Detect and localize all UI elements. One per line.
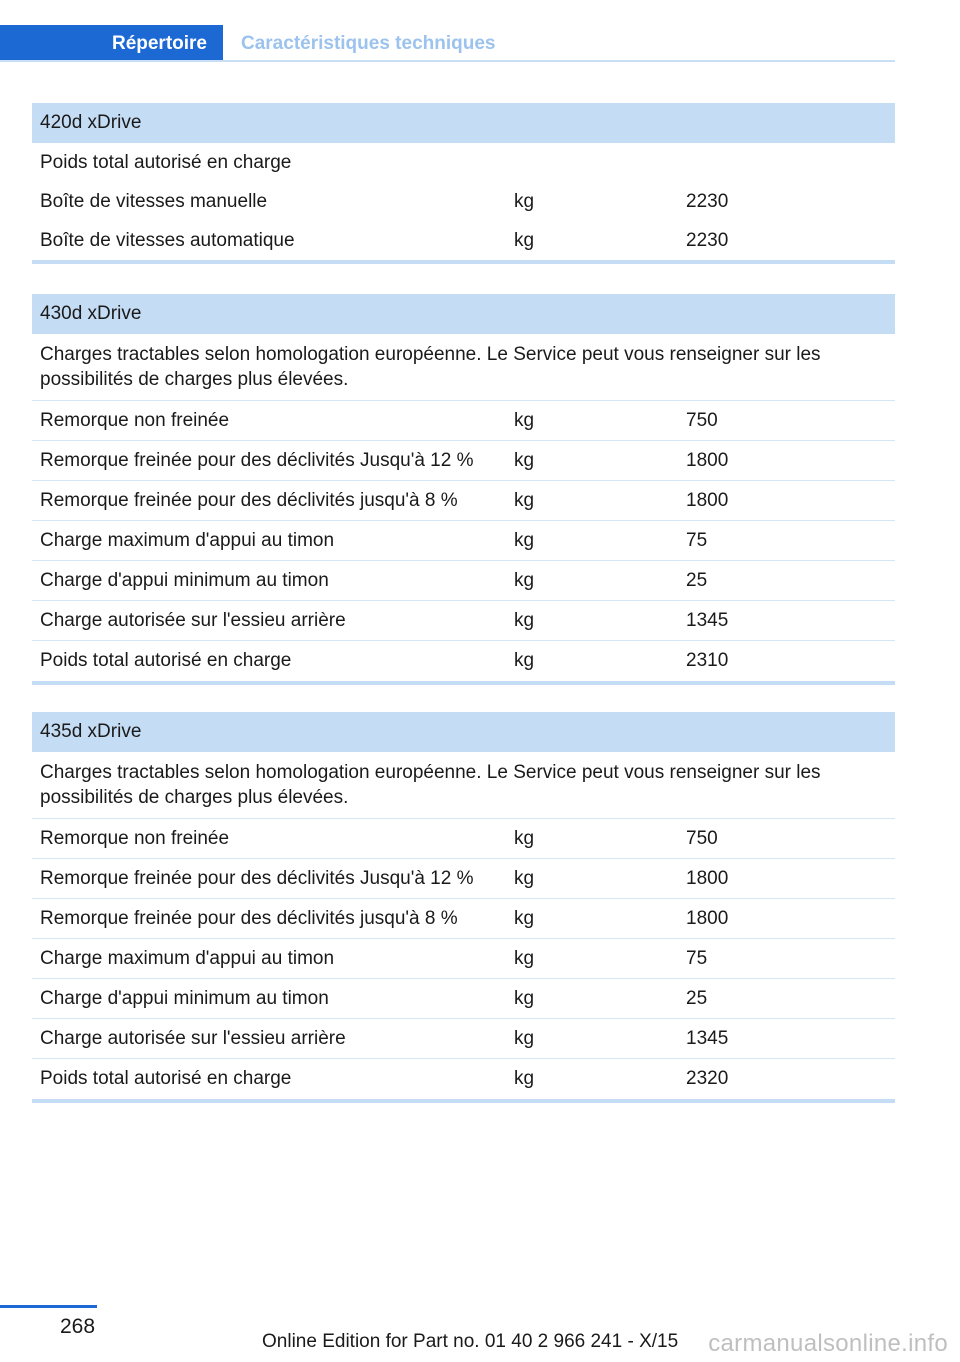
row-label: Charge d'appui minimum au timon	[40, 987, 329, 1009]
row-label: Poids total autorisé en charge	[40, 1068, 292, 1089]
row-unit: kg	[514, 650, 535, 671]
row-value: 2230	[686, 190, 729, 212]
table-435d-xdrive	[32, 712, 895, 1103]
table-row	[32, 601, 895, 641]
table-bottom-rule	[32, 681, 895, 685]
page-number-rule	[0, 1305, 97, 1308]
row-value: 1800	[686, 867, 729, 889]
row-unit: kg	[514, 569, 535, 591]
row-value: 1345	[686, 609, 729, 631]
table-note: Charges tractables selon homologation européenne. Le Service peut vous renseigner sur les possibilités de charges plus élevées.	[32, 752, 895, 819]
row-label: Remorque freinée pour des déclivités jusqu'à 8 %	[40, 907, 458, 929]
row-unit: kg	[514, 190, 535, 212]
row-unit: kg	[514, 1068, 535, 1089]
table-row	[32, 979, 895, 1019]
table-row	[32, 182, 895, 221]
table-row	[32, 441, 895, 481]
row-unit: kg	[514, 489, 535, 511]
row-value: 2320	[686, 1068, 729, 1089]
header-divider	[0, 60, 895, 62]
row-label: Remorque freinée pour des déclivités Jusqu'à 12 %	[40, 449, 474, 471]
row-label: Boîte de vitesses automatique	[40, 229, 295, 251]
table-430d-xdrive	[32, 294, 895, 685]
row-value: 750	[686, 827, 718, 849]
row-label: Remorque non freinée	[40, 827, 230, 849]
row-label: Boîte de vitesses manuelle	[40, 190, 268, 212]
row-unit: kg	[514, 529, 535, 551]
table-row	[32, 819, 895, 859]
row-unit: kg	[514, 907, 535, 929]
table-row	[32, 1019, 895, 1059]
row-unit: kg	[514, 987, 535, 1009]
row-unit: kg	[514, 409, 535, 431]
table-row	[32, 521, 895, 561]
row-value: 1800	[686, 907, 729, 929]
row-label: Charge d'appui minimum au timon	[40, 569, 329, 591]
table-row	[32, 561, 895, 601]
footer-edition: Online Edition for Part no. 01 40 2 966 241 - X/15	[262, 1331, 679, 1352]
table-row	[32, 401, 895, 441]
table-row	[32, 641, 895, 681]
table-bottom-rule	[32, 1099, 895, 1103]
table-title: 435d xDrive	[32, 712, 895, 752]
table-row	[32, 481, 895, 521]
table-row	[32, 859, 895, 899]
row-value: 75	[686, 947, 708, 969]
row-value: 1800	[686, 489, 729, 511]
table-subtitle-row	[32, 143, 895, 182]
table-row	[32, 1059, 895, 1099]
row-unit: kg	[514, 867, 535, 889]
tab-caracteristiques-techniques[interactable]: Caractéristiques techniques	[241, 32, 496, 54]
row-label: Charge autorisée sur l'essieu arrière	[40, 609, 346, 631]
table-row	[32, 939, 895, 979]
row-label: Poids total autorisé en charge	[40, 650, 292, 671]
table-row	[32, 899, 895, 939]
row-value: 750	[686, 409, 718, 431]
row-unit: kg	[514, 947, 535, 969]
row-label: Remorque non freinée	[40, 409, 230, 431]
row-value: 2310	[686, 650, 729, 671]
row-value: 2230	[686, 229, 729, 251]
row-unit: kg	[514, 229, 535, 251]
page-number: 268	[60, 1315, 96, 1338]
watermark: carmanualsonline.info	[708, 1330, 948, 1357]
row-label: Remorque freinée pour des déclivités Jusqu'à 12 %	[40, 867, 474, 889]
tab-repertoire[interactable]: Répertoire	[0, 25, 223, 62]
table-title: 420d xDrive	[32, 103, 895, 143]
row-unit: kg	[514, 1027, 535, 1049]
table-bottom-rule	[32, 260, 895, 264]
row-value: 1345	[686, 1027, 729, 1049]
row-label: Charge autorisée sur l'essieu arrière	[40, 1027, 346, 1049]
row-label: Charge maximum d'appui au timon	[40, 947, 335, 969]
row-value: 75	[686, 529, 708, 551]
row-unit: kg	[514, 609, 535, 631]
table-title: 430d xDrive	[32, 294, 895, 334]
table-note: Charges tractables selon homologation européenne. Le Service peut vous renseigner sur les possibilités de charges plus élevées.	[32, 334, 895, 401]
row-unit: kg	[514, 449, 535, 471]
table-row	[32, 221, 895, 260]
row-label: Charge maximum d'appui au timon	[40, 529, 335, 551]
row-label: Remorque freinée pour des déclivités jusqu'à 8 %	[40, 489, 458, 511]
table-subtitle: Poids total autorisé en charge	[40, 151, 292, 173]
table-420d-xdrive	[32, 103, 895, 264]
row-value: 25	[686, 569, 708, 591]
row-unit: kg	[514, 827, 535, 849]
row-value: 25	[686, 987, 708, 1009]
row-value: 1800	[686, 449, 729, 471]
